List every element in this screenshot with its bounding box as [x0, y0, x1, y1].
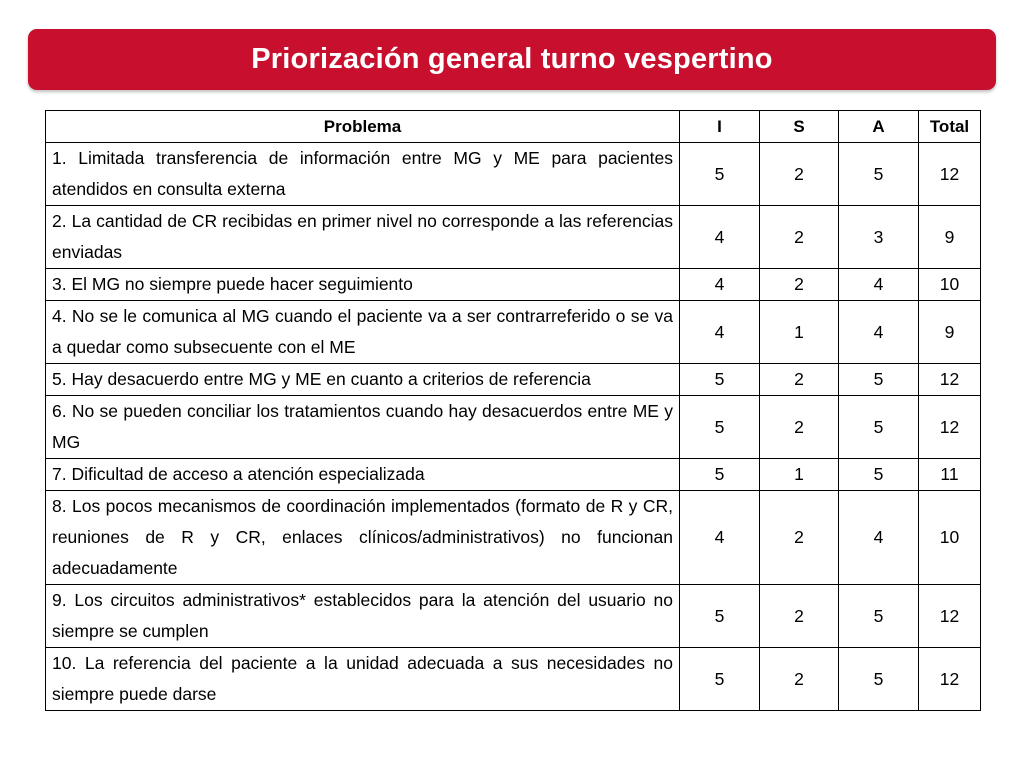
score-i-cell: 4: [680, 491, 760, 585]
total-cell: 12: [919, 396, 981, 459]
problem-cell: 5. Hay desacuerdo entre MG y ME en cuanto a criterios de referencia: [46, 364, 680, 396]
table-row: [46, 143, 981, 206]
table-row: [46, 206, 981, 269]
total-cell: 9: [919, 206, 981, 269]
score-a-cell: 4: [839, 301, 919, 364]
score-i-cell: 5: [680, 648, 760, 711]
score-s-cell: 2: [760, 491, 839, 585]
problem-cell: 1. Limitada transferencia de información entre MG y ME para pacientes atendidos en consulta externa: [46, 143, 680, 206]
header-total: Total: [919, 111, 981, 143]
table-row: [46, 396, 981, 459]
score-s-cell: 2: [760, 364, 839, 396]
score-a-cell: 4: [839, 491, 919, 585]
problem-cell: 8. Los pocos mecanismos de coordinación implementados (formato de R y CR, reuniones de R y CR, enlaces clínicos/administrativos) no funcionan adecuadamente: [46, 491, 680, 585]
score-s-cell: 1: [760, 459, 839, 491]
problem-cell: 4. No se le comunica al MG cuando el paciente va a ser contrarreferido o se va a quedar como subsecuente con el ME: [46, 301, 680, 364]
score-i-cell: 5: [680, 364, 760, 396]
score-a-cell: 5: [839, 364, 919, 396]
total-cell: 9: [919, 301, 981, 364]
score-a-cell: 5: [839, 396, 919, 459]
total-cell: 12: [919, 143, 981, 206]
problem-cell: 2. La cantidad de CR recibidas en primer nivel no corresponde a las referencias enviadas: [46, 206, 680, 269]
table-row: [46, 301, 981, 364]
table-row: [46, 585, 981, 648]
score-s-cell: 2: [760, 143, 839, 206]
total-cell: 12: [919, 585, 981, 648]
problem-cell: 6. No se pueden conciliar los tratamientos cuando hay desacuerdos entre ME y MG: [46, 396, 680, 459]
priority-table: [45, 110, 981, 711]
score-i-cell: 5: [680, 585, 760, 648]
score-a-cell: 5: [839, 143, 919, 206]
score-i-cell: 4: [680, 269, 760, 301]
total-cell: 12: [919, 648, 981, 711]
score-i-cell: 5: [680, 459, 760, 491]
header-a: A: [839, 111, 919, 143]
score-s-cell: 2: [760, 585, 839, 648]
total-cell: 11: [919, 459, 981, 491]
table-row: [46, 364, 981, 396]
header-problema: Problema: [46, 111, 680, 143]
problem-cell: 10. La referencia del paciente a la unidad adecuada a sus necesidades no siempre puede darse: [46, 648, 680, 711]
total-cell: 10: [919, 491, 981, 585]
score-s-cell: 2: [760, 206, 839, 269]
score-a-cell: 5: [839, 585, 919, 648]
score-s-cell: 2: [760, 648, 839, 711]
score-a-cell: 5: [839, 459, 919, 491]
problem-cell: 3. El MG no siempre puede hacer seguimiento: [46, 269, 680, 301]
problem-cell: 9. Los circuitos administrativos* establecidos para la atención del usuario no siempre se cumplen: [46, 585, 680, 648]
score-s-cell: 1: [760, 301, 839, 364]
header-s: S: [760, 111, 839, 143]
problem-cell: 7. Dificultad de acceso a atención especializada: [46, 459, 680, 491]
score-s-cell: 2: [760, 396, 839, 459]
total-cell: 12: [919, 364, 981, 396]
total-cell: 10: [919, 269, 981, 301]
score-s-cell: 2: [760, 269, 839, 301]
score-i-cell: 4: [680, 206, 760, 269]
table-row: [46, 459, 981, 491]
table-row: [46, 648, 981, 711]
table-row: [46, 269, 981, 301]
score-a-cell: 4: [839, 269, 919, 301]
score-i-cell: 4: [680, 301, 760, 364]
score-i-cell: 5: [680, 396, 760, 459]
table-row: [46, 491, 981, 585]
slide-title: Priorización general turno vespertino: [251, 43, 773, 75]
score-a-cell: 3: [839, 206, 919, 269]
header-i: I: [680, 111, 760, 143]
score-i-cell: 5: [680, 143, 760, 206]
title-bar: [28, 29, 996, 90]
table-header-row: [46, 111, 981, 143]
score-a-cell: 5: [839, 648, 919, 711]
